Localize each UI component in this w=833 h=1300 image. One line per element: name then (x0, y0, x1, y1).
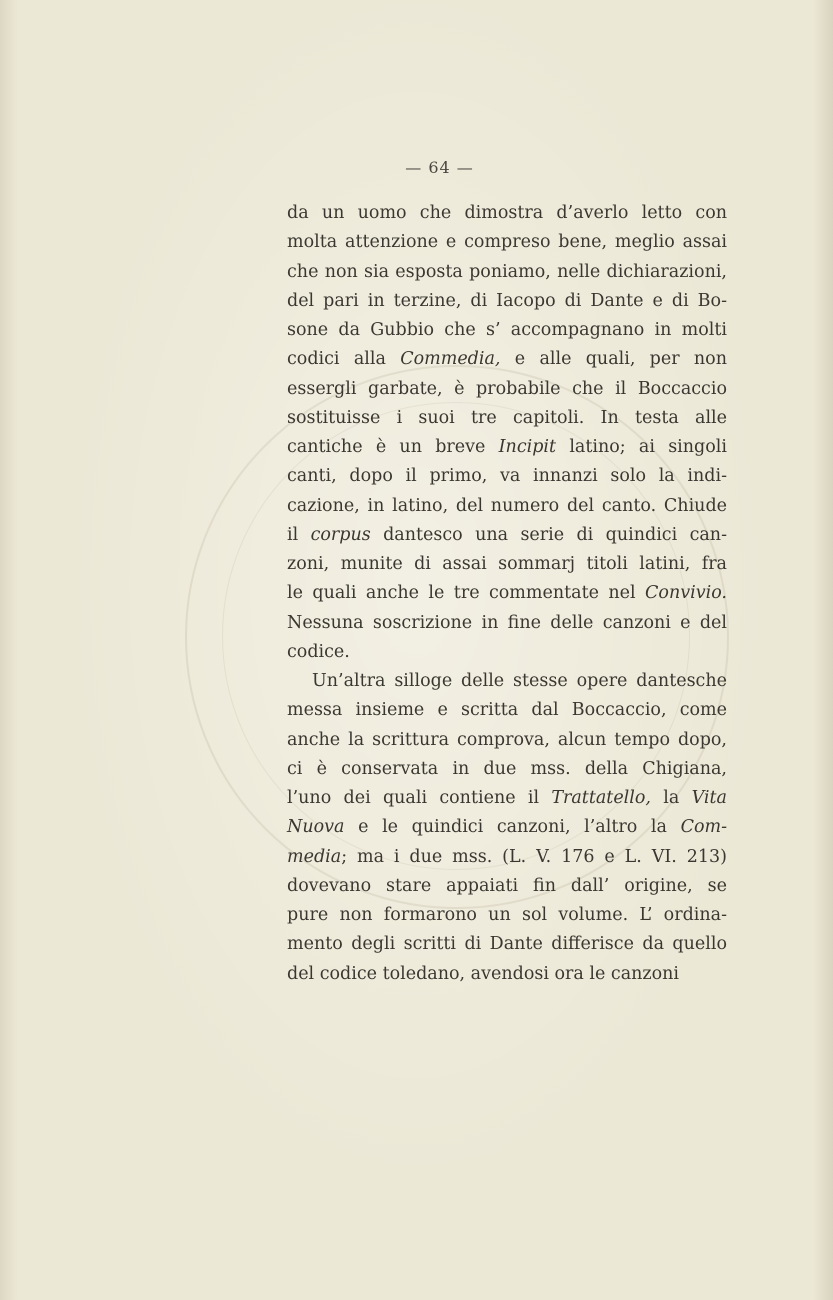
text-line (287, 755, 727, 784)
text-run: ; ma i due mss. (L. V. 176 e L. VI. 213) (341, 846, 727, 867)
text-run: mento degli scritti di Dante differisce da quello (287, 934, 727, 955)
text-line (287, 784, 727, 813)
text-line (287, 375, 727, 404)
text-run: e le quindici canzoni, l’altro la (344, 817, 681, 838)
italic-title: Nuova (287, 817, 345, 838)
text-line (287, 345, 727, 374)
text-line (287, 258, 727, 287)
italic-title: Com- (680, 817, 727, 838)
text-run: sone da Gubbio che s’ accompagnano in molti (287, 320, 727, 340)
italic-title: Vita (691, 788, 727, 808)
text-line (287, 433, 727, 462)
text-run: messa insieme e scritta dal Boccaccio, come (287, 700, 727, 721)
text-run: essergli garbate, è probabile che il Boccaccio (287, 378, 727, 399)
italic-title: media (287, 846, 342, 867)
text-run: dovevano stare appaiati fin dall’ origine, se (287, 875, 727, 896)
text-line (287, 638, 727, 667)
text-run: pure non formarono un sol volume. L’ ordina- (287, 905, 727, 925)
text-line (287, 901, 727, 930)
text-line (287, 199, 727, 228)
paragraph (287, 199, 727, 667)
text-run: il (287, 524, 311, 545)
text-line (287, 228, 727, 257)
text-run: da un uomo che dimostra d’averlo letto con (287, 203, 727, 223)
text-line (287, 287, 727, 316)
text-line (287, 316, 727, 345)
text-run: le quali anche le tre commentate nel (287, 583, 646, 604)
text-run: l’uno dei quali contiene il (287, 788, 552, 808)
text-line (287, 667, 727, 696)
text-run: ci è conservata in due mss. della Chigiana, (287, 758, 727, 779)
text-run: Nessuna soscrizione in fine delle canzoni e del (287, 612, 727, 633)
page-number: — 64 — (405, 158, 474, 177)
text-line (287, 813, 727, 842)
text-run: canti, dopo il primo, va innanzi solo la indi- (287, 466, 727, 487)
text-run: zoni, munite di assai sommarj titoli latini, fra (287, 554, 727, 574)
italic-title: Incipit (498, 437, 557, 457)
text-run: la (650, 788, 692, 808)
italic-title: Trattatello, (551, 788, 651, 808)
text-run: Un’altra silloge delle stesse opere dantesche (312, 671, 727, 691)
italic-title: corpus (310, 524, 371, 545)
text-run: codici alla (287, 349, 401, 370)
text-run: del pari in terzine, di Iacopo di Dante e di Bo- (287, 290, 727, 311)
paragraph (287, 667, 727, 989)
text-run: anche la scrittura comprova, alcun tempo dopo, (287, 729, 727, 750)
text-line (287, 492, 727, 521)
text-line (287, 960, 727, 989)
text-run: cantiche è un breve (287, 437, 499, 457)
text-run: molta attenzione e compreso bene, meglio assai (287, 232, 727, 253)
text-run: latino; ai singoli (556, 437, 727, 457)
text-line (287, 462, 727, 491)
italic-title: Commedia, (400, 349, 501, 370)
text-line (287, 726, 727, 755)
text-run: codice. (287, 641, 350, 662)
body-text (287, 199, 727, 989)
text-line (287, 579, 727, 608)
text-line (287, 696, 727, 725)
text-run: del codice toledano, avendosi ora le canzoni (287, 963, 680, 984)
text-run: che non sia esposta poniamo, nelle dichiarazioni, (287, 261, 727, 282)
text-run: dantesco una serie di quindici can- (370, 524, 727, 545)
text-run: e alle quali, per non (500, 349, 727, 370)
text-line (287, 872, 727, 901)
italic-title: Convivio. (645, 583, 727, 604)
text-line (287, 609, 727, 638)
text-line (287, 930, 727, 959)
text-line (287, 521, 727, 550)
text-line (287, 404, 727, 433)
text-run: sostituisse i suoi tre capitoli. In testa alle (287, 407, 727, 428)
text-line (287, 550, 727, 579)
text-line (287, 843, 727, 872)
text-run: cazione, in latino, del numero del canto. Chiude (287, 495, 727, 516)
